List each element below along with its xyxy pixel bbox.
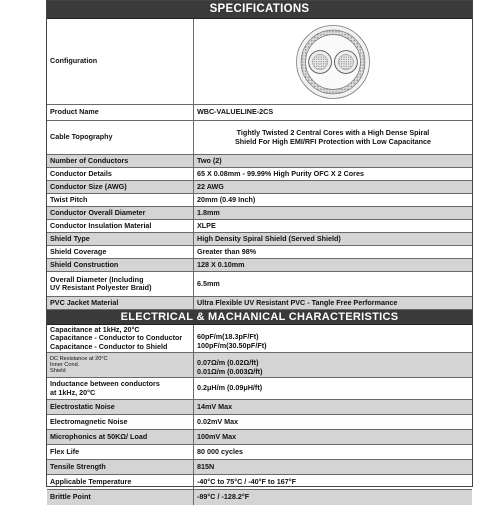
spec-row <box>47 233 472 246</box>
spec-value <box>194 353 472 377</box>
spec-label: Shield Construction <box>47 259 194 271</box>
spec-value: Greater than 98% <box>197 246 257 256</box>
spec-row <box>47 445 472 460</box>
spec-row <box>47 207 472 220</box>
spec-row <box>47 181 472 194</box>
spec-label: Shield Coverage <box>47 246 194 258</box>
spec-label: Twist Pitch <box>47 194 194 206</box>
spec-label <box>47 353 194 377</box>
spec-value-line: 0.01Ω/m (0.003Ω/ft) <box>197 366 263 376</box>
spec-value: 1.8mm <box>197 207 220 217</box>
configuration-row <box>47 19 472 105</box>
spec-label: Electromagnetic Noise <box>47 415 194 429</box>
spec-value: Ultra Flexible UV Resistant PVC - Tangle Free Performance <box>197 297 398 307</box>
spec-label-line: UV Resistant Polyester Braid) <box>50 283 152 292</box>
configuration-image <box>194 19 472 104</box>
configuration-label: Configuration <box>47 19 194 104</box>
spec-value: 128 X 0.10mm <box>197 259 245 269</box>
spec-label: Conductor Details <box>47 168 194 180</box>
spec-value-line: 100pF/m(30.50pF/Ft) <box>197 340 267 350</box>
spec-label: Electrostatic Noise <box>47 400 194 414</box>
spec-value-line: 60pF/m(18.3pF/Ft) <box>197 332 259 342</box>
spec-value: 0.2μH/m (0.09μH/ft) <box>197 383 263 393</box>
spec-label <box>47 325 194 352</box>
spec-label: Flex Life <box>47 445 194 459</box>
spec-value <box>194 121 472 154</box>
spec-row <box>47 490 472 505</box>
spec-label: Brittle Point <box>47 490 194 505</box>
spec-value: 22 AWG <box>197 181 224 191</box>
spec-label: Product Name <box>47 105 194 120</box>
electrical-header: ELECTRICAL & MACHANICAL CHARACTERISTICS <box>47 310 472 325</box>
spec-row <box>47 168 472 181</box>
spec-row <box>47 415 472 430</box>
spec-row <box>47 194 472 207</box>
spec-value: 14mV Max <box>197 401 233 411</box>
spec-label <box>47 272 194 296</box>
spec-label-line: Capacitance - Conductor to Conductor <box>50 333 183 343</box>
spec-value <box>194 325 472 352</box>
spec-value: High Density Spiral Shield (Served Shield) <box>197 233 341 243</box>
spec-label-line: Inductance between conductors <box>50 379 160 389</box>
spec-label: PVC Jacket Material <box>47 297 194 309</box>
spec-label-line: Capacitance - Conductor to Shield <box>50 341 168 351</box>
spec-value: WBC-VALUELINE-2CS <box>197 107 274 117</box>
spec-value: 20mm (0.49 Inch) <box>197 194 256 204</box>
spec-row <box>47 460 472 475</box>
spec-value: 100mV Max <box>197 431 237 441</box>
dc-resistance-row <box>47 353 472 378</box>
spec-label: Number of Conductors <box>47 155 194 167</box>
spec-row <box>47 400 472 415</box>
spec-value: Two (2) <box>197 155 222 165</box>
spec-label: Conductor Size (AWG) <box>47 181 194 193</box>
spec-value: -89°C / -128.2°F <box>197 492 250 502</box>
capacitance-row <box>47 325 472 353</box>
spec-label: Conductor Insulation Material <box>47 220 194 232</box>
spec-value: XLPE <box>197 220 216 230</box>
spec-value-line: Tightly Twisted 2 Central Cores with a High Dense Spiral <box>236 128 430 138</box>
spec-value: 80 000 cycles <box>197 446 243 456</box>
inductance-row <box>47 378 472 400</box>
spec-sheet <box>46 0 473 502</box>
spec-row <box>47 155 472 168</box>
spec-label-line: Shield <box>50 368 66 375</box>
cable-cross-section-icon <box>295 24 371 100</box>
spec-row <box>47 259 472 272</box>
spec-label-line: Inner Cond. <box>50 361 80 368</box>
spec-value-line: 0.07Ω/m (0.02Ω/ft) <box>197 358 259 368</box>
spec-label: Cable Topography <box>47 121 194 154</box>
spec-label-line: at 1kHz, 20°C <box>50 387 96 397</box>
spec-label: Applicable Temperature <box>47 475 194 489</box>
spec-label: Shield Type <box>47 233 194 245</box>
spec-label: Microphonics at 50KΩ/ Load <box>47 430 194 444</box>
spec-label: Conductor Overall Diameter <box>47 207 194 219</box>
spec-value: 65 X 0.08mm - 99.99% High Purity OFC X 2 Cores <box>197 168 364 178</box>
spec-label-line: Capacitance at 1kHz, 20°C <box>50 324 140 334</box>
spec-value: -40°C to 75°C / -40°F to 167°F <box>197 476 296 486</box>
spec-row <box>47 430 472 445</box>
spec-label: Tensile Strength <box>47 460 194 474</box>
spec-value-line: Shield For High EMI/RFI Protection with Low Capacitance <box>234 136 432 146</box>
spec-value: 6.5mm <box>197 278 220 288</box>
spec-label-line: Overall Diameter (Including <box>50 274 144 284</box>
spec-label-line: DC Resistance at 20°C <box>50 355 108 362</box>
spec-value: 0.02mV Max <box>197 416 239 426</box>
spec-row <box>47 272 472 297</box>
spec-row <box>47 121 472 155</box>
spec-label <box>47 378 194 399</box>
spec-row <box>47 105 472 121</box>
spec-row <box>47 297 472 310</box>
spec-row <box>47 220 472 233</box>
spec-row <box>47 246 472 259</box>
spec-value: 815N <box>197 461 215 471</box>
specifications-header: SPECIFICATIONS <box>47 1 472 19</box>
